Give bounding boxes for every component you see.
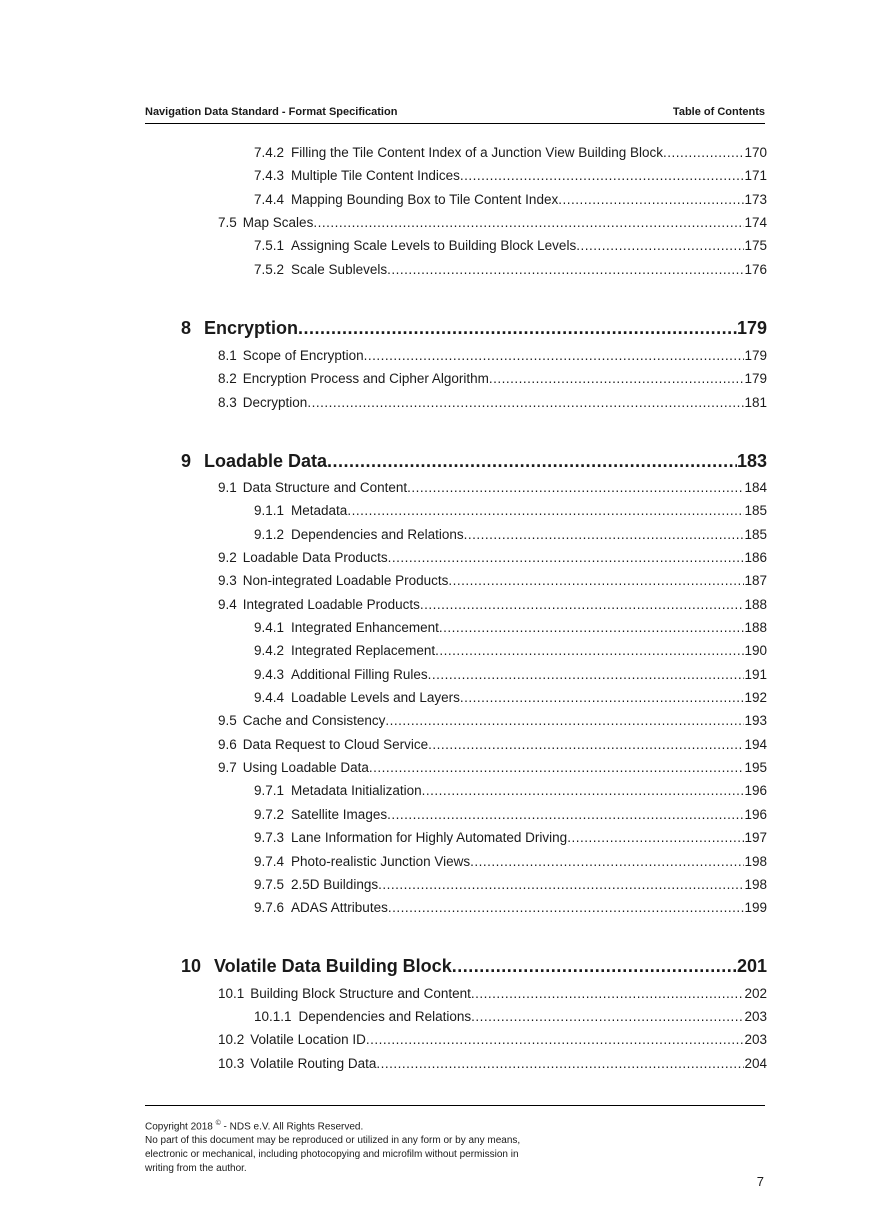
toc-entry[interactable]	[254, 807, 767, 822]
toc-entry-title: Volatile Routing Data	[250, 1056, 377, 1071]
toc-entry[interactable]	[218, 573, 767, 588]
toc-dot-leader	[452, 956, 737, 977]
toc-dot-leader	[428, 737, 744, 752]
toc-entry-number: 9.3	[218, 573, 237, 588]
toc-entry-page: 179	[744, 371, 767, 386]
toc-entry[interactable]	[218, 480, 767, 495]
toc-entry-title: Metadata	[291, 503, 348, 518]
toc-entry-number: 9.4.1	[254, 620, 285, 635]
toc-entry-number: 7.4.4	[254, 192, 285, 207]
copyright-holder: - NDS e.V. All Rights Reserved.	[220, 1121, 364, 1133]
toc-dot-leader	[435, 643, 744, 658]
page-number: 7	[756, 1174, 764, 1189]
toc-entry[interactable]	[218, 1056, 767, 1071]
toc-dot-leader	[378, 877, 744, 892]
toc-dot-leader	[471, 1009, 744, 1024]
toc-dot-leader	[448, 573, 744, 588]
toc-entry-number: 7.5	[218, 215, 237, 230]
toc-entry[interactable]	[181, 956, 767, 977]
copyright-notice-line: writing from the author.	[145, 1163, 247, 1175]
toc-entry-number: 10.1	[218, 986, 245, 1001]
toc-dot-leader	[388, 550, 745, 565]
toc-entry[interactable]	[254, 503, 767, 518]
toc-entry[interactable]	[254, 238, 767, 253]
toc-entry-page: 184	[744, 480, 767, 495]
copyright-notice-line: electronic or mechanical, including photocopying and microfilm without permission in	[145, 1149, 519, 1161]
toc-entry[interactable]	[254, 877, 767, 892]
footer-copyright	[145, 1117, 520, 1176]
toc-dot-leader	[387, 807, 744, 822]
toc-entry-title: Scale Sublevels	[291, 262, 388, 277]
toc-entry-number: 9.7.3	[254, 830, 285, 845]
toc-entry-page: 179	[736, 318, 767, 338]
copyright-notice-line: No part of this document may be reproduced or utilized in any form or by any means,	[145, 1135, 521, 1147]
toc-dot-leader	[663, 145, 744, 160]
toc-entry[interactable]	[254, 854, 767, 869]
toc-entry[interactable]	[254, 783, 767, 798]
toc-entry-page: 198	[744, 854, 767, 869]
toc-entry-number: 10.3	[218, 1056, 245, 1071]
copyright-symbol: ©	[215, 1120, 221, 1127]
toc-dot-leader	[376, 1056, 744, 1071]
toc-dot-leader	[347, 503, 744, 518]
toc-entry-page: 196	[744, 783, 767, 798]
toc-entry-title: Mapping Bounding Box to Tile Content Index	[291, 192, 559, 207]
toc-dot-leader	[489, 371, 745, 386]
toc-entry-number: 8.1	[218, 348, 237, 363]
toc-entry-page: 185	[744, 527, 767, 542]
toc-entry-page: 188	[744, 597, 767, 612]
toc-entry-page: 194	[744, 737, 767, 752]
toc-entry-number: 9.1.2	[254, 527, 285, 542]
toc-entry[interactable]	[218, 1032, 767, 1047]
toc-entry-number: 9.1.1	[254, 503, 285, 518]
toc-dot-leader	[313, 215, 744, 230]
toc-entry-title: Dependencies and Relations	[298, 1009, 472, 1024]
toc-entry[interactable]	[218, 760, 767, 775]
toc-entry-number: 7.4.2	[254, 145, 285, 160]
toc-entry[interactable]	[218, 550, 767, 565]
toc-dot-leader	[471, 986, 745, 1001]
toc-entry-number: 7.5.2	[254, 262, 285, 277]
toc-entry[interactable]	[254, 620, 767, 635]
toc-entry-page: 187	[744, 573, 767, 588]
toc-entry-number: 8.2	[218, 371, 237, 386]
toc-dot-leader	[307, 395, 744, 410]
toc-dot-leader	[420, 597, 745, 612]
toc-entry-page: 171	[744, 168, 767, 183]
toc-entry-title: Using Loadable Data	[242, 760, 369, 775]
toc-entry-number: 9.7.1	[254, 783, 285, 798]
toc-entry-page: 193	[744, 713, 767, 728]
toc-entry-page: 197	[744, 830, 767, 845]
toc-entry-number: 9	[181, 451, 192, 471]
toc-entry-number: 10	[181, 956, 202, 976]
toc-dot-leader	[387, 262, 744, 277]
toc-entry[interactable]	[254, 643, 767, 658]
footer-divider	[145, 1105, 765, 1106]
toc-dot-leader	[388, 900, 745, 915]
toc-entry-page: 183	[736, 451, 767, 471]
toc-entry-number: 9.4.4	[254, 690, 285, 705]
toc-entry-page: 174	[744, 215, 767, 230]
toc-entry-page: 188	[744, 620, 767, 635]
toc-entry-number: 8.3	[218, 395, 237, 410]
toc-entry-number: 9.1	[218, 480, 237, 495]
toc-entry-number: 9.7.4	[254, 854, 285, 869]
toc-entry-title: Metadata Initialization	[291, 783, 422, 798]
toc-entry[interactable]	[254, 168, 767, 183]
toc-dot-leader	[460, 168, 745, 183]
toc-entry-number: 7.4.3	[254, 168, 285, 183]
toc-entry-number: 9.4	[218, 597, 237, 612]
toc-dot-leader	[558, 192, 744, 207]
toc-entry[interactable]	[218, 737, 767, 752]
toc-entry-page: 170	[744, 145, 767, 160]
toc-entry[interactable]	[254, 527, 767, 542]
toc-entry-title: Filling the Tile Content Index of a Junction View Building Block	[291, 145, 663, 160]
toc-entry-title: Dependencies and Relations	[291, 527, 464, 542]
toc-entry[interactable]	[254, 262, 767, 277]
toc-dot-leader	[422, 783, 745, 798]
toc-entry[interactable]	[254, 192, 767, 207]
toc-dot-leader	[327, 451, 737, 472]
toc-entry-page: 199	[744, 900, 767, 915]
toc-entry-number: 9.4.3	[254, 667, 285, 682]
toc-entry-title: Encryption Process and Cipher Algorithm	[242, 371, 489, 386]
toc-entry[interactable]	[181, 451, 767, 472]
toc-entry-title: Multiple Tile Content Indices	[291, 168, 460, 183]
toc-entry-number: 9.7.5	[254, 877, 285, 892]
toc-entry-number: 9.5	[218, 713, 237, 728]
toc-entry-title: Building Block Structure and Content	[250, 986, 471, 1001]
toc-entry-title: Data Request to Cloud Service	[242, 737, 429, 752]
toc-entry-page: 176	[744, 262, 767, 277]
toc-entry-title: Satellite Images	[291, 807, 388, 822]
toc-entry-page: 186	[744, 550, 767, 565]
toc-entry-title: Loadable Levels and Layers	[291, 690, 460, 705]
toc-entry[interactable]	[218, 215, 767, 230]
toc-entry[interactable]	[254, 145, 767, 160]
toc-entry-page: 192	[744, 690, 767, 705]
toc-entry[interactable]	[218, 713, 767, 728]
toc-entry[interactable]	[218, 348, 767, 363]
toc-dot-leader	[366, 1032, 745, 1047]
toc-entry[interactable]	[254, 830, 767, 845]
toc-entry-title: Scope of Encryption	[242, 348, 364, 363]
toc-entry-page: 203	[744, 1032, 767, 1047]
toc-dot-leader	[369, 760, 745, 775]
toc-entry-page: 185	[744, 503, 767, 518]
toc-entry-number: 10.2	[218, 1032, 245, 1047]
toc-entry-title: Additional Filling Rules	[291, 667, 428, 682]
toc-entry-page: 191	[744, 667, 767, 682]
toc-dot-leader	[385, 713, 744, 728]
toc-entry-page: 198	[744, 877, 767, 892]
toc-entry-title: Decryption	[242, 395, 308, 410]
toc-dot-leader	[464, 527, 745, 542]
toc-entry-page: 175	[744, 238, 767, 253]
toc-dot-leader	[407, 480, 744, 495]
toc-entry-title: Encryption	[204, 318, 299, 338]
toc-entry-number: 9.7.2	[254, 807, 285, 822]
toc-entry[interactable]	[218, 371, 767, 386]
toc-entry-title: Integrated Loadable Products	[242, 597, 420, 612]
toc-entry-title: Map Scales	[242, 215, 314, 230]
toc-entry[interactable]	[254, 1009, 767, 1024]
toc-entry-page: 202	[744, 986, 767, 1001]
toc-entry-title: Loadable Data Products	[242, 550, 388, 565]
toc-entry[interactable]	[218, 986, 767, 1001]
toc-entry-page: 196	[744, 807, 767, 822]
toc-entry-title: Lane Information for Highly Automated Driving	[291, 830, 568, 845]
toc-entry-title: Volatile Location ID	[250, 1032, 366, 1047]
toc-entry-title: Cache and Consistency	[242, 713, 386, 728]
toc-dot-leader	[364, 348, 745, 363]
toc-entry-page: 190	[744, 643, 767, 658]
toc-entry-number: 7.5.1	[254, 238, 285, 253]
toc-dot-leader	[576, 238, 744, 253]
toc-entry-page: 179	[744, 348, 767, 363]
toc-dot-leader	[470, 854, 744, 869]
toc-entry-number: 9.4.2	[254, 643, 285, 658]
toc-entry-title: Non-integrated Loadable Products	[242, 573, 449, 588]
toc-dot-leader	[439, 620, 745, 635]
section-title: Table of Contents	[672, 106, 765, 118]
toc-entry-page: 203	[744, 1009, 767, 1024]
toc-entry-page: 201	[736, 956, 767, 976]
toc-entry[interactable]	[218, 395, 767, 410]
toc-entry-title: Assigning Scale Levels to Building Block Levels	[291, 238, 577, 253]
toc-entry[interactable]	[181, 318, 767, 339]
toc-entry-title: Photo-realistic Junction Views	[291, 854, 471, 869]
toc-entry-number: 9.7.6	[254, 900, 285, 915]
toc-entry[interactable]	[254, 900, 767, 915]
toc-dot-leader	[567, 830, 744, 845]
toc-entry-title: Loadable Data	[204, 451, 328, 471]
toc-dot-leader	[298, 318, 737, 339]
toc-entry-page: 173	[744, 192, 767, 207]
document-title: Navigation Data Standard - Format Specification	[145, 106, 398, 118]
toc-entry[interactable]	[218, 597, 767, 612]
toc-entry-number: 9.2	[218, 550, 237, 565]
toc-entry-page: 181	[744, 395, 767, 410]
toc-entry-page: 195	[744, 760, 767, 775]
copyright-line	[145, 1117, 520, 1134]
toc-entry-number: 8	[181, 318, 192, 338]
toc-entry[interactable]	[254, 667, 767, 682]
copyright-year: Copyright 2018	[145, 1121, 213, 1133]
toc-entry-title: 2.5D Buildings	[291, 877, 379, 892]
toc-entry-title: Volatile Data Building Block	[214, 956, 452, 976]
toc-entry-number: 9.6	[218, 737, 237, 752]
toc-entry-title: ADAS Attributes	[291, 900, 388, 915]
toc-entry-title: Integrated Enhancement	[291, 620, 439, 635]
toc-entry[interactable]	[254, 690, 767, 705]
toc-entry-number: 10.1.1	[254, 1009, 292, 1024]
toc-entry-title: Data Structure and Content	[242, 480, 408, 495]
toc-entry-title: Integrated Replacement	[291, 643, 436, 658]
toc-dot-leader	[460, 690, 745, 705]
toc-dot-leader	[428, 667, 745, 682]
toc-entry-page: 204	[744, 1056, 767, 1071]
toc-entry-number: 9.7	[218, 760, 237, 775]
